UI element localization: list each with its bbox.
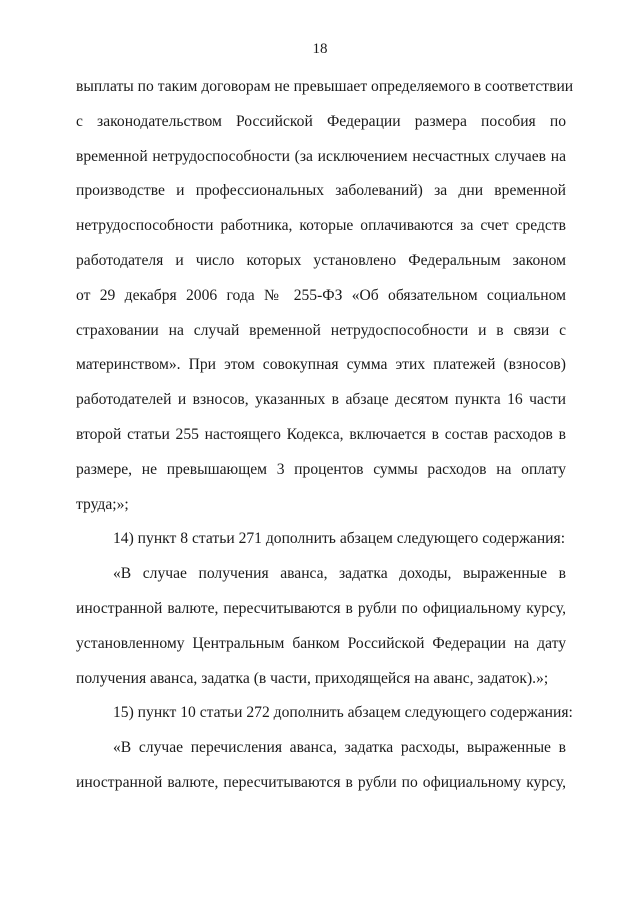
paragraph-continuation: [76, 77, 574, 529]
text-line: «В случае перечисления аванса, задатка расходы, выраженные в: [113, 739, 566, 757]
text-line: труда;»;: [76, 495, 129, 513]
text-line: работодателей и взносов, указанных в абзаце десятом пункта 16 части: [76, 391, 566, 409]
paragraph-quote-income: [76, 564, 566, 703]
text-line: выплаты по таким договорам не превышает определяемого в соответствии: [76, 78, 574, 95]
text-line: иностранной валюте, пересчитываются в рубли по официальному курсу,: [76, 599, 566, 617]
text-line: установленному Центральным банком Российской Федерации на дату: [76, 634, 566, 652]
paragraph-quote-expenses: [76, 738, 566, 808]
text-line: страховании на случай временной нетрудоспособности и в связи с: [76, 321, 566, 339]
text-line: временной нетрудоспособности (за исключением несчастных случаев на: [76, 147, 566, 165]
text-line: материнством». При этом совокупная сумма этих платежей (взносов): [76, 356, 566, 374]
text-line: от 29 декабря 2006 года № 255-ФЗ «Об обязательном социальном: [76, 286, 566, 304]
text-line: получения аванса, задатка (в части, приходящейся на аванс, задаток).»;: [76, 669, 549, 687]
text-line: с законодательством Российской Федерации размера пособия по: [76, 112, 566, 130]
text-line: 14) пункт 8 статьи 271 дополнить абзацем следующего содержания:: [113, 530, 566, 548]
text-line: производстве и профессиональных заболеваний) за дни временной: [76, 182, 566, 200]
page-number: 18: [312, 41, 328, 57]
text-line: размере, не превышающем 3 процентов суммы расходов на оплату: [76, 460, 566, 478]
paragraph-item-14: [76, 529, 566, 564]
text-line: 15) пункт 10 статьи 272 дополнить абзацем следующего содержания:: [113, 704, 573, 722]
text-line: «В случае получения аванса, задатка доходы, выраженные в: [113, 565, 566, 583]
text-line: иностранной валюте, пересчитываются в рубли по официальному курсу,: [76, 773, 566, 791]
text-line: нетрудоспособности работника, которые оплачиваются за счет средств: [76, 217, 566, 235]
paragraph-item-15: [76, 703, 573, 738]
document-body: [76, 77, 574, 808]
text-line: второй статьи 255 настоящего Кодекса, включается в состав расходов в: [76, 425, 566, 443]
text-line: работодателя и число которых установлено Федеральным законом: [76, 251, 566, 269]
